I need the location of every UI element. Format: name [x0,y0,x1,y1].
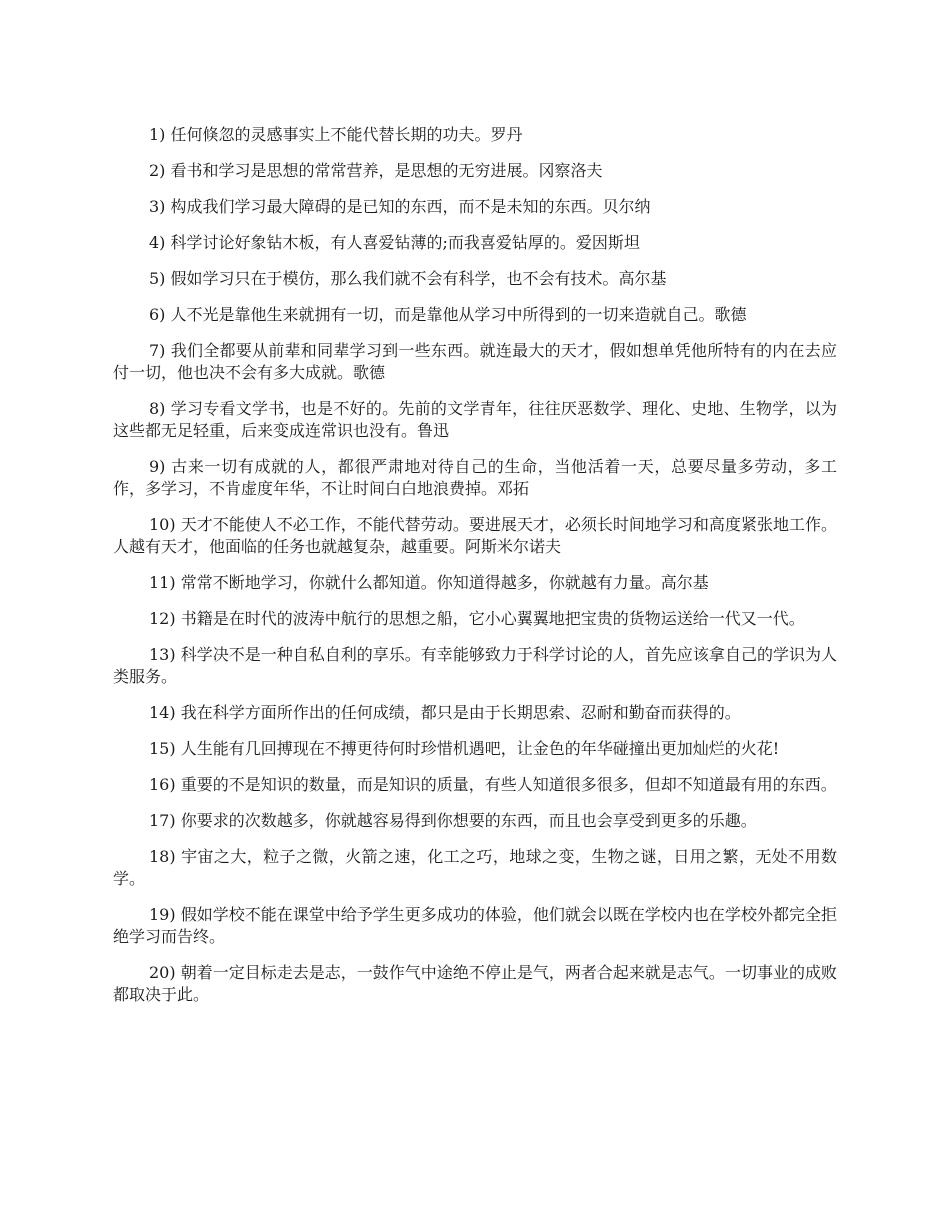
quote-paragraph-3: 3) 构成我们学习最大障碍的是已知的东西，而不是未知的东西。贝尔纳 [149,197,651,216]
quote-paragraph-5: 5) 假如学习只在于模仿，那么我们就不会有科学，也不会有技术。高尔基 [149,269,667,288]
quote-paragraph-20: 20) 朝着一定目标走去是志，一鼓作气中途绝不停止是气，两者合起来就是志气。一切事业的成败都取决于此。 [113,963,837,1004]
quote-paragraph-17: 17) 你要求的次数越多，你就越容易得到你想要的东西，而且也会享受到更多的乐趣。 [149,811,757,830]
quote-paragraph-9: 9) 古来一切有成就的人，都很严肃地对待自己的生命，当他活着一天，总要尽量多劳动，多工作，多学习，不肯虚度年华，不让时间白白地浪费掉。邓拓 [113,457,837,498]
quote-paragraph-1: 1) 任何倏忽的灵感事实上不能代替长期的功夫。罗丹 [149,125,523,144]
quote-paragraph-18: 18) 宇宙之大，粒子之微，火箭之速，化工之巧，地球之变，生物之谜，日用之繁，无处不用数学。 [113,847,837,888]
quote-paragraph-8: 8) 学习专看文学书，也是不好的。先前的文学青年，往往厌恶数学、理化、史地、生物学，以为这些都无足轻重，后来变成连常识也没有。鲁迅 [113,399,837,440]
quote-paragraph-10: 10) 天才不能使人不必工作，不能代替劳动。要进展天才，必须长时间地学习和高度紧张地工作。人越有天才，他面临的任务也就越复杂，越重要。阿斯米尔诺夫 [113,515,837,556]
quote-paragraph-12: 12) 书籍是在时代的波涛中航行的思想之船，它小心翼翼地把宝贵的货物运送给一代又一代。 [149,609,805,628]
quote-paragraph-11: 11) 常常不断地学习，你就什么都知道。你知道得越多，你就越有力量。高尔基 [149,573,709,592]
quote-paragraph-13: 13) 科学决不是一种自私自利的享乐。有幸能够致力于科学讨论的人，首先应该拿自己的学识为人类服务。 [113,645,837,686]
quote-paragraph-16: 16) 重要的不是知识的数量，而是知识的质量，有些人知道很多很多，但却不知道最有用的东西。 [149,775,837,794]
quote-paragraph-4: 4) 科学讨论好象钻木板，有人喜爱钻薄的;而我喜爱钻厚的。爱因斯坦 [149,233,640,252]
quote-paragraph-2: 2) 看书和学习是思想的常常营养，是思想的无穷进展。冈察洛夫 [149,161,603,180]
quote-paragraph-15: 15) 人生能有几回搏现在不搏更待何时珍惜机遇吧，让金色的年华碰撞出更加灿烂的火花! [149,739,780,758]
quote-paragraph-6: 6) 人不光是靠他生来就拥有一切，而是靠他从学习中所得到的一切来造就自己。歌德 [149,305,747,324]
quote-paragraph-14: 14) 我在科学方面所作出的任何成绩，都只是由于长期思索、忍耐和勤奋而获得的。 [149,703,741,722]
document-body [113,124,837,1020]
quote-paragraph-19: 19) 假如学校不能在课堂中给予学生更多成功的体验，他们就会以既在学校内也在学校外都完全拒绝学习而告终。 [113,905,837,946]
quote-paragraph-7: 7) 我们全都要从前辈和同辈学习到一些东西。就连最大的天才，假如想单凭他所特有的内在去应付一切，他也决不会有多大成就。歌德 [113,341,837,382]
